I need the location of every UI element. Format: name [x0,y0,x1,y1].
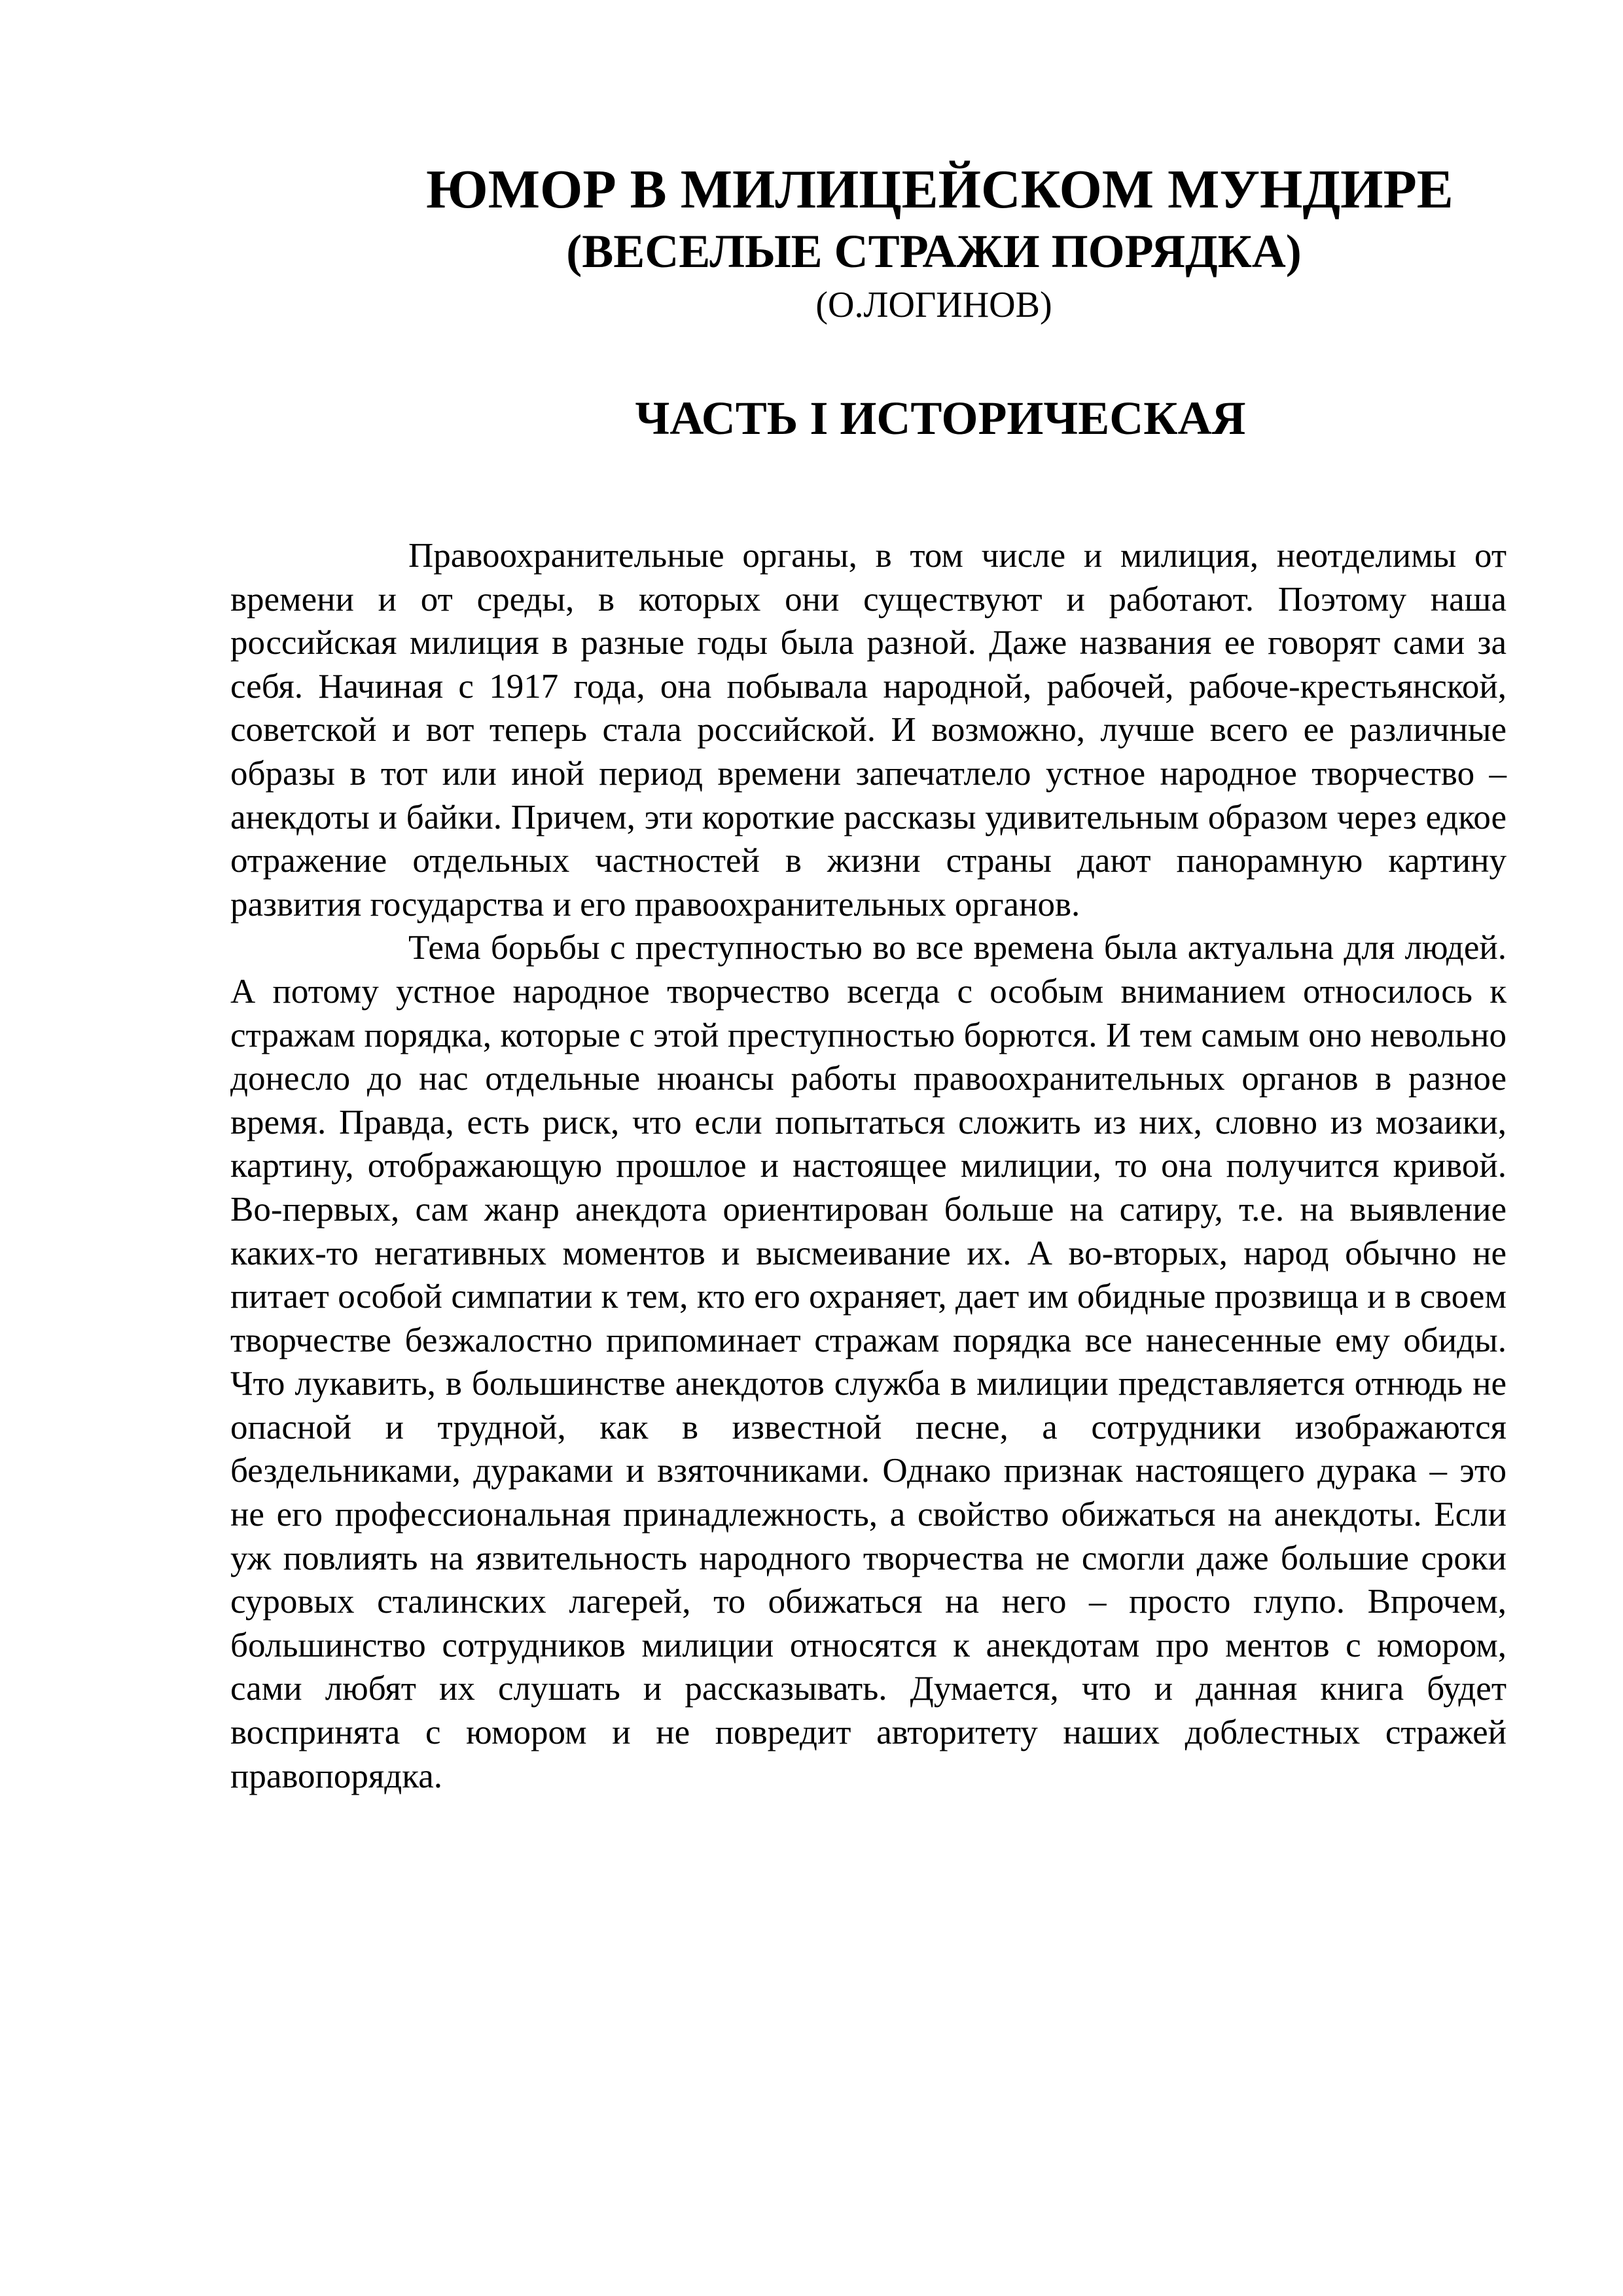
document-author: (О.ЛОГИНОВ) [815,285,1052,325]
paragraph-1: Правоохранительные органы, в том числе и милиция, неотделимы от времени и от среды, в которых они существуют и работают. Поэтому наша российская милиция в разные годы была разной. Даже названия ее говорят сами за себя. Начиная с 1917 года, она побывала народной, рабочей, рабоче-крестьянской, советской и вот теперь стала российской. И возможно, лучше всего ее различные образы в тот или иной период времени запечатлело устное народное творчество – анекдоты и байки. Причем, эти короткие рассказы удивительным образом через едкое отражение отдельных частностей в жизни страны дают панорамную картину развития государства и его правоохранительных органов. [230,537,1507,924]
document-page [230,157,1507,1798]
document-title: ЮМОР В МИЛИЦЕЙСКОМ МУНДИРЕ [426,159,1454,220]
part-heading: ЧАСТЬ I ИСТОРИЧЕСКАЯ [635,392,1246,444]
document-subtitle: (ВЕСЕЛЫЕ СТРАЖИ ПОРЯДКА) [566,225,1302,278]
body-text [230,534,1507,1798]
paragraph-2: Тема борьбы с преступностью во все времена была актуальна для людей. А потому устное народное творчество всегда с особым вниманием относилось к стражам порядка, которые с этой преступностью борются. И тем самым оно невольно донесло до нас отдельные нюансы работы правоохранительных органов в разное время. Правда, есть риск, что если попытаться сложить из них, словно из мозаики, картину, отображающую прошлое и настоящее милиции, то она получится кривой. Во-первых, сам жанр анекдота ориентирован больше на сатиру, т.е. на выявление каких-то негативных моментов и высмеивание их. А во-вторых, народ обычно не питает особой симпатии к тем, кто его охраняет, дает им обидные прозвища и в своем творчестве безжалостно припоминает стражам порядка все нанесенные ему обиды. Что лукавить, в большинстве анекдотов служба в милиции представляется отнюдь не опасной и трудной, как в известной песне, а сотрудники изображаются бездельниками, дураками и взяточниками. Однако признак настоящего дурака – это не его профессиональная принадлежность, а свойство обижаться на анекдоты. Если уж повлиять на язвительность народного творчества не смогли даже большие сроки суровых сталинских лагерей, то обижаться на него – просто глупо. Впрочем, большинство сотрудников милиции относятся к анекдотам про ментов с юмором, сами любят их слушать и рассказывать. Думается, что и данная книга будет воспринята с юмором и не повредит авторитету наших доблестных стражей правопорядка. [230,929,1507,1795]
